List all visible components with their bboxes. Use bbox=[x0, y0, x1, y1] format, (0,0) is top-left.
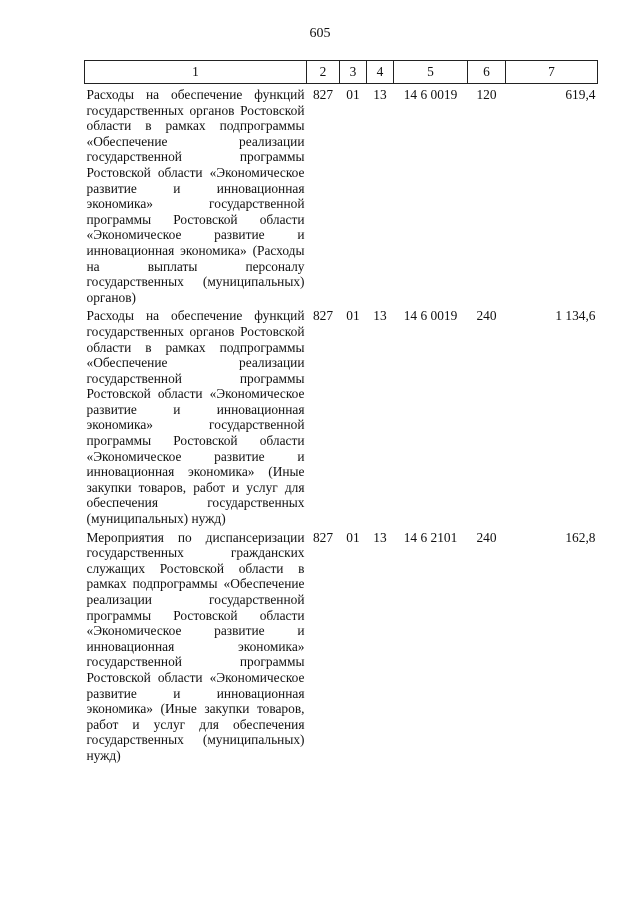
row-expense-type-code: 240 bbox=[476, 308, 497, 324]
table-row bbox=[85, 305, 598, 526]
table-header-row bbox=[85, 61, 598, 84]
header-col-2: 2 bbox=[307, 61, 340, 84]
row-amount: 619,4 bbox=[565, 87, 596, 102]
header-col-7: 7 bbox=[506, 61, 598, 84]
header-col-5: 5 bbox=[394, 61, 468, 84]
row-description: Расходы на обеспечение функций государственных органов Ростовской области в рамках подпрограммы «Обеспечение реализации государственной программы Ростовской области «Экономическое развитие и инновационная экономика» государственной программы Ростовской области «Экономическое развитие и инновационная экономика» (Иные закупки товаров, работ и услуг для обеспечения государственных (муниципальных) нужд) bbox=[86, 308, 305, 527]
row-ministry-code: 827 bbox=[312, 529, 334, 545]
row-subsection-code: 13 bbox=[373, 529, 387, 545]
row-amount: 162,8 bbox=[565, 529, 596, 545]
budget-table bbox=[84, 60, 598, 764]
row-amount: 1 134,6 bbox=[555, 308, 596, 324]
header-col-3: 3 bbox=[340, 61, 367, 84]
row-description: Мероприятия по диспансеризации государственных гражданских служащих Ростовской области в рамках подпрограммы «Обеспечение реализации государственной программы Ростовской области «Экономическое развитие и инновационная экономика» государственной программы Ростовской области «Экономическое развитие и инновационная экономика» (Иные закупки товаров, работ и услуг для обеспечения государственных (муниципальных) нужд) bbox=[86, 529, 305, 763]
header-col-6: 6 bbox=[468, 61, 506, 84]
table-row bbox=[85, 527, 598, 764]
row-target-article-code: 14 6 0019 bbox=[403, 87, 458, 102]
row-target-article-code: 14 6 0019 bbox=[403, 308, 458, 324]
row-ministry-code: 827 bbox=[312, 87, 334, 102]
header-col-4: 4 bbox=[367, 61, 394, 84]
page-number: 605 bbox=[309, 26, 331, 41]
row-section-code: 01 bbox=[346, 308, 360, 324]
row-expense-type-code: 240 bbox=[476, 529, 497, 545]
row-section-code: 01 bbox=[346, 529, 360, 545]
header-col-1: 1 bbox=[85, 61, 307, 84]
row-expense-type-code: 120 bbox=[476, 87, 497, 102]
row-ministry-code: 827 bbox=[312, 308, 334, 324]
row-description: Расходы на обеспечение функций государственных органов Ростовской области в рамках подпрограммы «Обеспечение реализации государственной программы Ростовской области «Экономическое развитие и инновационная экономика» государственной программы Ростовской области «Экономическое развитие и инновационная экономика» (Расходы на выплаты персоналу государственных (муниципальных) органов) bbox=[86, 87, 305, 305]
table-row bbox=[85, 84, 598, 306]
row-subsection-code: 13 bbox=[373, 87, 387, 102]
row-target-article-code: 14 6 2101 bbox=[403, 529, 458, 545]
row-section-code: 01 bbox=[346, 87, 360, 102]
row-subsection-code: 13 bbox=[373, 308, 387, 324]
